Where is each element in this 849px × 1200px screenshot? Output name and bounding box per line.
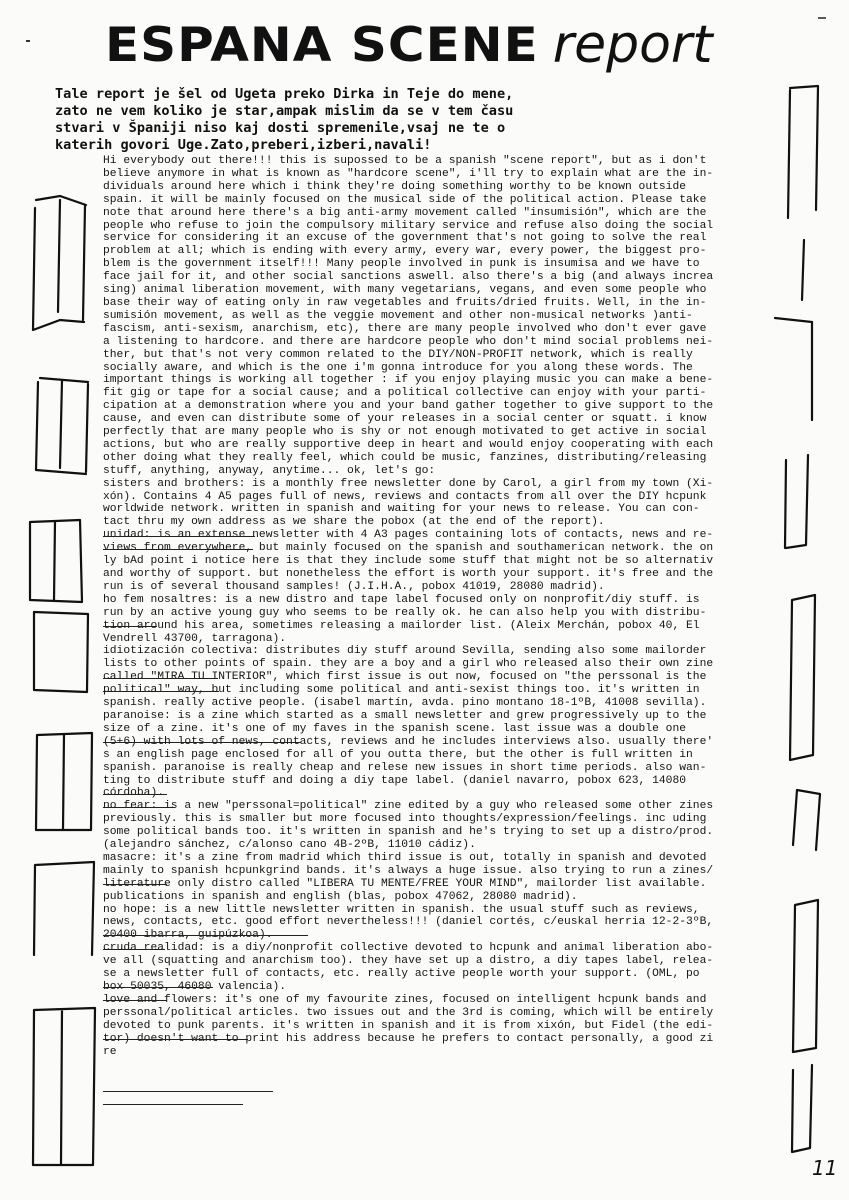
body-line: sumisión movement, as well as the veggie movement and other non-musical networks )anti- [103, 309, 693, 322]
body-line: ly bAd point i notice here is that they include some stuff that might not be so alternativ [103, 555, 714, 568]
body-line: and worthy of support. but nonetheless the effort is worth your support. it's free and the [103, 568, 714, 580]
page-number: 11 [812, 1156, 838, 1180]
right-deco-stroke [792, 1065, 812, 1152]
body-line: no fear: is a new "perssonal=political" zine edited by a guy who released some other zines [103, 800, 714, 813]
underline [103, 549, 253, 550]
underline [103, 949, 165, 950]
body-line: se a newsletter full of contacts, etc. really active people worth your support. (OML, po [103, 968, 700, 981]
body-line: actions, but who are really supportive deep in heart and would enjoy cooperating with each [103, 438, 714, 451]
body-line: cipation at a demonstration where you and your band gather together to give support to the [103, 400, 714, 413]
body-line: other doing what they really feel, which could be music, fanzines, distributing/releasing [103, 451, 707, 464]
left-deco-stroke [30, 520, 82, 602]
body-line: spanish. paranoise is really cheap and relese new issues in short time periods. also wan- [103, 761, 707, 774]
body-line: love and flowers: it's one of my favourite zines, focused on intelligent hcpunk bands and [103, 993, 707, 1006]
body-line: tion around his area, sometimes releasing a mailorder list. (Aleix Merchán, pobox 40, El [103, 619, 700, 632]
body-line: 20400 ibarra, guipúzkoa). [103, 929, 273, 942]
body-line: problem at all; which is ending with every army, every war, every power, the biggest pro- [103, 245, 707, 258]
intro-paragraph [55, 86, 630, 154]
body-line: service for considering it an excuse of the government that's not going to solve the real [103, 232, 707, 245]
body-line: fascism, anti-sexism, anarchism, etc), there are many people involved who don't ever gave [103, 322, 707, 335]
body-line: important things is working all together : if you enjoy playing music you can make a bene- [103, 374, 714, 387]
body-line: tor) doesn't want to print his address because he prefers to contact personally, a good zi [103, 1032, 714, 1045]
body-line: unidad: is an extense newsletter with 4 A3 pages containing lots of contacts, news and re- [103, 529, 714, 542]
underline [103, 884, 167, 885]
body-line: box 50035, 46080 valencia). [103, 981, 287, 993]
underline [103, 794, 167, 795]
underline [103, 626, 157, 627]
body-line: note that around here there's a big anti-army movement called "insumisión", which are the [103, 206, 707, 219]
body-line: ve all (squatting and anarchism too). they have set up a distro, a diy tapes label, relea- [103, 955, 714, 968]
body-line: blem is the government itself!!! Many people involved in punk is insumisa and we have to [103, 258, 700, 271]
body-line: ho fem nosaltres: is a new distro and tape label focused only on nonprofit/diy stuff. is [103, 593, 700, 606]
body-line: spain. it will be mainly focused on the musical side of the political action. Please take [103, 193, 707, 206]
intro-line: Tale report je šel od Ugeta preko Dirka in Teje do mene, [55, 86, 514, 102]
underline [103, 1000, 167, 1001]
body-line: run is of several thousand samples! (J.I.H.A., pobox 41019, 28080 madrid). [103, 580, 605, 593]
body-line: believe anymore in what is known as "hardcore scene", i'll try to explain what are the in- [103, 167, 714, 180]
body-line: paranoise: is a zine which started as a small newsletter and grew progressively up to the [103, 709, 707, 722]
underline [103, 807, 175, 808]
underline [103, 935, 308, 936]
underline [103, 536, 255, 537]
page-title [105, 10, 825, 80]
left-deco-stroke [33, 1008, 95, 1165]
left-deco-stroke [36, 733, 92, 830]
body-line: people who refuse to join the compulsory military service and refuse also doing the social [103, 219, 714, 232]
title-main: ESPANA SCENE [105, 17, 539, 73]
body-line: sisters and brothers: is a monthly free newsletter done by Carol, a girl from my town (Xi- [103, 477, 714, 490]
right-deco-stroke [793, 790, 820, 850]
body-line: worldwide network. written in spanish and waiting for your news to release. You can con- [103, 503, 700, 516]
intro-line: zato ne vem koliko je star,ampak mislim da se v tem času [55, 103, 514, 119]
body-line: fit gig or tape for a social cause; and a political collective can enjoy with your parti- [103, 387, 707, 400]
body-line: idiotización colectiva: distributes diy stuff around Sevilla, sending also some mailorder [103, 645, 707, 658]
body-line: literature only distro called "LIBERA TU MENTE/FREE YOUR MIND", mailorder list available. [103, 877, 707, 890]
body-line: previously. this is smaller but more focused into thoughts/expression/feelings. inc uding [103, 813, 707, 826]
body-line: (alejandro sánchez, c/alonso cano 4B-2ºB, 11010 cádiz). [103, 839, 476, 852]
right-deco-stroke [790, 595, 815, 760]
body-line: s an english page enclosed for all of you outta there, but the other is full written in [103, 748, 693, 761]
left-deco-stroke [34, 862, 94, 955]
margin-mark [26, 40, 30, 42]
underline [103, 1104, 243, 1105]
body-line: lists to other points of spain. they are a boy and a girl who released also their own zine [103, 658, 714, 671]
underline [103, 691, 219, 692]
body-line: devoted to punk parents. it's written in spanish and it is from xixón, but Fidel (the edi- [103, 1019, 714, 1032]
body-line: re [103, 1045, 117, 1058]
body-line: run by an active young guy who seems to be really ok. he can also help you with distribu- [103, 606, 707, 619]
body-line: views from everywhere, but mainly focused on the spanish and southamerican network. the on [103, 542, 714, 555]
body-line: news, contacts, etc. good effort nevertheless!!! (daniel cortés, c/euskal herria 12-2-3ºB, [103, 916, 714, 929]
body-line: (5+6) with lots of news, contacts, reviews and he includes interviews also. usually there' [103, 735, 714, 748]
left-deco-stroke [34, 612, 88, 692]
title-report: report [552, 15, 713, 75]
body-line: Vendrell 43700, tarragona). [103, 632, 287, 645]
intro-line: stvari v Španiji niso kaj dosti spremenile,vsaj ne te o [55, 120, 506, 136]
body-line: a listening to hardcore. and there are hardcore people who don't mind social problems nei- [103, 335, 714, 348]
body-line: some political bands too. it's written in spanish and he's trying to set up a distro/prod. [103, 826, 714, 839]
underline [103, 678, 218, 679]
body-line: cause, and even can distribute some of your releases in a social center or squatt. i know [103, 413, 707, 426]
body-line: xón). Contains 4 A5 pages full of news, reviews and contacts from all over the DIY hcpunk [103, 490, 707, 503]
left-deco-stroke [36, 378, 88, 474]
body-line: spanish. really active people. (isabel martín, avda. pino montano 18-1ºB, 41008 sevilla). [103, 697, 707, 710]
underline [103, 742, 301, 743]
body-line: Hi everybody out there!!! this is supossed to be a spanish "scene report", but as i don't [103, 155, 707, 167]
body-line: masacre: it's a zine from madrid which third issue is out, totally in spanish and devoted [103, 851, 707, 864]
body-line: no hope: is a new little newsletter written in spanish. the usual stuff such as reviews, [103, 903, 700, 916]
body-line: perfectly that are many people who is shy or not enough motivated to get active in social [103, 426, 707, 439]
body-line: ther, but that's not very common related to the DIY/NON-PROFIT network, which is really [103, 348, 693, 361]
body-line: base their way of eating only in raw vegetables and fruits/dried fruits. Well, in the in- [103, 296, 707, 309]
body-line: perssonal/political articles. two issues out and the 3rd is coming, which will be entirely [103, 1006, 714, 1019]
report-body [103, 155, 793, 1058]
body-line: sing) animal liberation movement, with many vegetarians, vegans, and even some people who [103, 284, 707, 297]
body-line: political" way, but including some political and anti-sexist things too. it's written in [103, 684, 700, 697]
body-line: face jail for it, and other social sanctions aswell. also there's a big (and always increa [103, 271, 714, 284]
body-line: publications in spanish and english (blas, pobox 47062, 28080 madrid). [103, 890, 578, 903]
body-line: córdoba). [103, 787, 165, 800]
underline [103, 987, 213, 988]
body-line: mainly to spanish hcpunkgrind bands. it's always a huge issue. also trying to run a zines/ [103, 864, 714, 877]
left-deco-stroke [33, 196, 86, 330]
underline [103, 1039, 248, 1040]
intro-line: katerih govori Uge.Zato,preberi,izberi,navali! [55, 137, 432, 153]
body-line: ting to distribute stuff and doing a diy tape label. (daniel navarro, pobox 623, 14080 [103, 774, 687, 787]
body-line: cruda realidad: is a diy/nonprofit collective devoted to hcpunk and animal liberation abo- [103, 942, 714, 955]
body-line: socially aware, and which is the one i'm gonna introduce for you along these words. The [103, 361, 693, 374]
body-line: size of a zine. it's one of my faves in the spanish scene. last issue was a double one [103, 722, 687, 735]
body-line: stuff, anything, anyway, anytime... ok, let's go: [103, 464, 436, 477]
body-line: tact thru my own address as we share the pobox (at the end of the report). [103, 516, 605, 529]
body-line: called "MIRA TU INTERIOR", which first issue is out now, focused on "the perssonal is the [103, 671, 707, 684]
right-deco-stroke [793, 900, 818, 1052]
underline [103, 1091, 273, 1092]
body-line: dividuals around here which i think they're doing something worthy to be known outside [103, 180, 687, 193]
